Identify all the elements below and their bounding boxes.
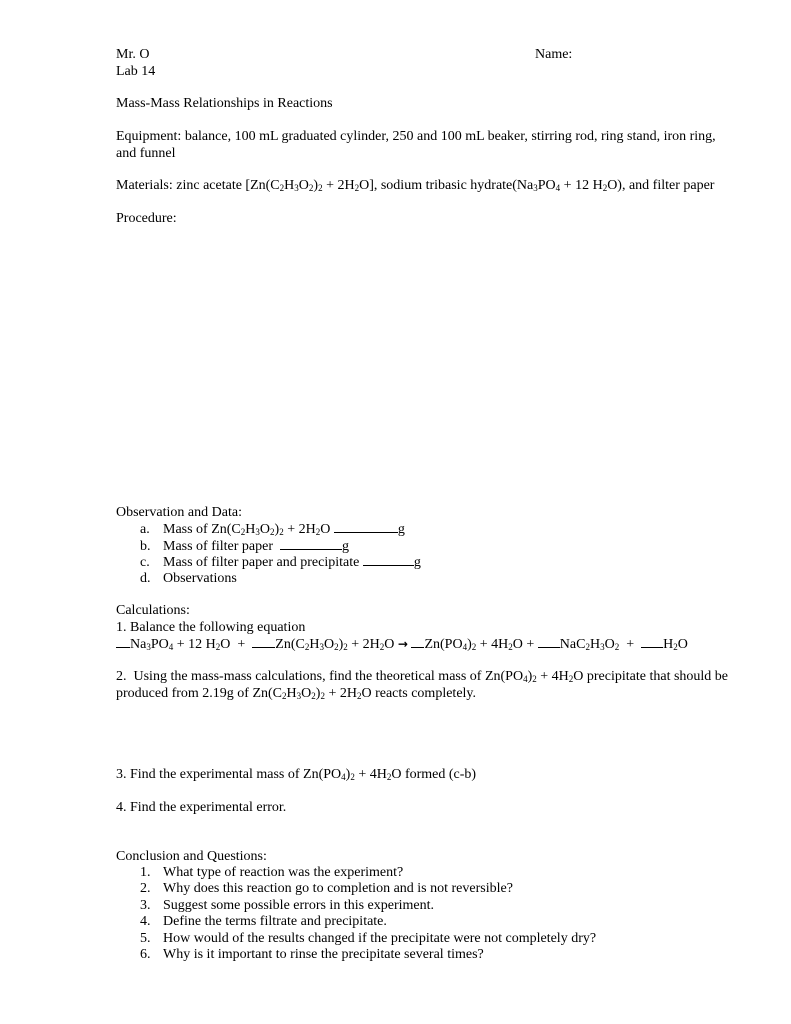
- equipment-line-1: Equipment: balance, 100 mL graduated cylinder, 250 and 100 mL beaker, stirring rod, ring stand, iron ring,: [116, 129, 716, 144]
- coefficient-blank-4[interactable]: [538, 636, 560, 648]
- name-label: Name:: [535, 47, 573, 62]
- materials-line: Materials: zinc acetate $[Zn(C_2H_3O_2)_2 + 2H_2O]$, sodium tribasic $hydrate(Na_3PO_4 + 12$ $H_2O$), and filter paper: [116, 178, 715, 193]
- observation-heading: Observation and Data:: [116, 505, 242, 520]
- teacher-name: Mr. O: [116, 47, 150, 62]
- mass-filter-precipitate-blank[interactable]: [363, 554, 414, 566]
- equipment-line-2: and funnel: [116, 146, 176, 161]
- calc-question-4: 4. Find the experimental error.: [116, 800, 287, 815]
- calc-question-1: 1. Balance the following equation: [116, 620, 306, 635]
- document-title: Mass-Mass Relationships in Reactions: [116, 96, 333, 111]
- reaction-arrow-icon: →: [397, 637, 408, 651]
- lab-number: Lab 14: [116, 64, 156, 79]
- procedure-label: Procedure:: [116, 211, 177, 226]
- coefficient-blank-5[interactable]: [641, 636, 663, 648]
- calculations-heading: Calculations:: [116, 603, 190, 618]
- calc-question-2-line-1: 2. Using the mass-mass calculations, find the theoretical mass of $Zn(PO_4)_2 + 4H_2O$ precipitate that should be: [116, 669, 729, 684]
- calc-question-2-line-2: produced from 2.19g of $Zn(C_2H_3O_2)_2 + 2H_2O$ reacts completely.: [116, 686, 477, 701]
- chemical-equation: $Na_3PO_4 + 12$ $H_2O + Zn(C_2H_3O_2)_2 + 2H_2O \to Zn(PO_4)_2 + 4H_2O + NaC_2H_3O_2 + H_2O$: [116, 636, 688, 653]
- mass-filter-paper-blank[interactable]: [280, 538, 342, 550]
- mass-zinc-acetate-blank[interactable]: [334, 521, 398, 533]
- coefficient-blank-2[interactable]: [252, 636, 275, 648]
- coefficient-blank-3[interactable]: [411, 636, 424, 648]
- conclusion-heading: Conclusion and Questions:: [116, 849, 267, 864]
- calc-question-3: 3. Find the experimental mass of $Zn(PO_4)_2 + 4H_2O$ formed (c-b): [116, 767, 477, 782]
- coefficient-blank-1[interactable]: [116, 636, 130, 648]
